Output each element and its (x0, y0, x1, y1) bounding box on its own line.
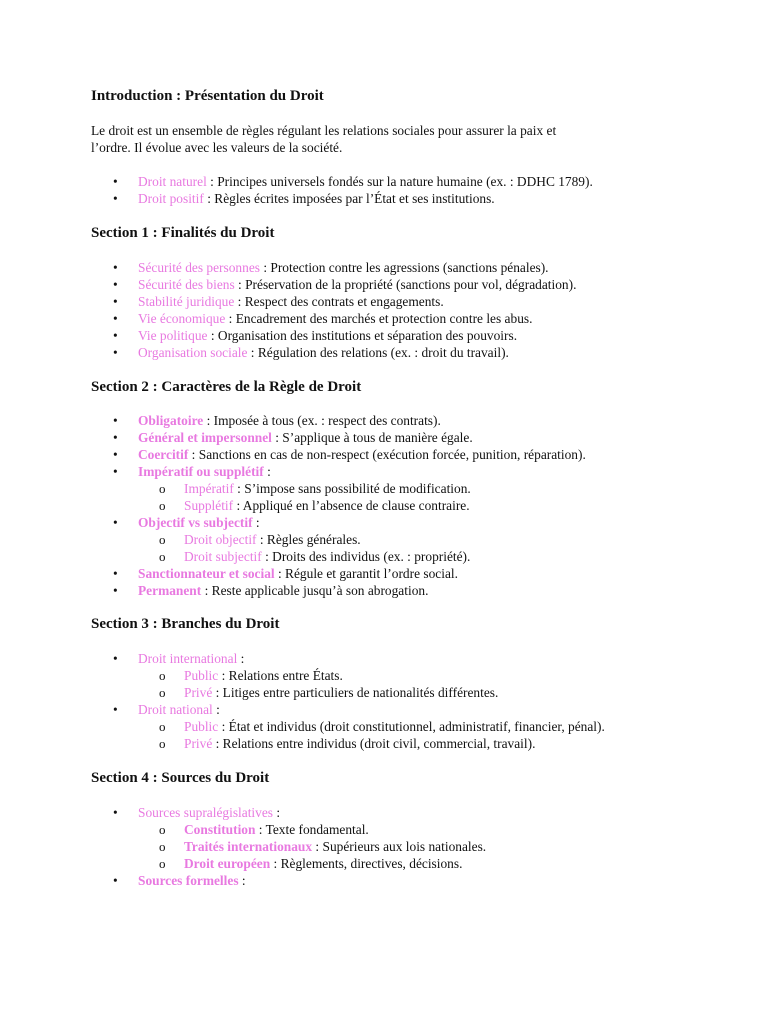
sub-list-item (91, 531, 691, 548)
term-label: Général et impersonnel (138, 430, 272, 445)
term-label: Droit international (138, 651, 238, 666)
bullet-icon: • (113, 311, 118, 326)
intro-heading: Introduction : Présentation du Droit (91, 88, 324, 104)
term-description: : Organisation des institutions et séparation des pouvoirs. (207, 328, 518, 343)
term-description: : Relations entre États. (218, 668, 343, 683)
term-description: : (238, 873, 246, 888)
list-item (91, 344, 691, 361)
bullet-icon: • (113, 651, 118, 666)
term-label: Coercitif (138, 447, 189, 462)
term-label: Privé (184, 685, 213, 700)
term-description: : Supérieurs aux lois nationales. (312, 839, 487, 854)
list-item (91, 412, 691, 429)
term-description: : S’applique à tous de manière égale. (271, 430, 473, 445)
bullet-icon: • (113, 515, 118, 530)
term-label: Droit objectif (184, 532, 257, 547)
bullet-icon: • (113, 805, 118, 820)
bullet-icon: • (113, 345, 118, 360)
circle-bullet-icon: o (159, 856, 166, 871)
term-description: : (252, 515, 260, 530)
term-description: : (263, 464, 271, 479)
list-item (91, 804, 691, 821)
term-label: Organisation sociale (138, 345, 248, 360)
term-description: : Préservation de la propriété (sanctions pour vol, dégradation). (234, 277, 577, 292)
term-label: Impératif ou supplétif (138, 464, 264, 479)
list-item (91, 276, 691, 293)
intro-list (91, 173, 691, 207)
circle-bullet-icon: o (159, 822, 166, 837)
circle-bullet-icon: o (159, 532, 166, 547)
term-description: : Appliqué en l’absence de clause contraire. (233, 498, 470, 513)
term-description: : (237, 651, 245, 666)
term-description: : Régulation des relations (ex. : droit du travail). (247, 345, 509, 360)
term-description: : Encadrement des marchés et protection contre les abus. (225, 311, 533, 326)
bullet-icon: • (113, 260, 118, 275)
bullet-icon: • (113, 430, 118, 445)
bullet-icon: • (113, 413, 118, 428)
intro-paragraph (91, 122, 651, 156)
term-description: : Principes universels fondés sur la nature humaine (ex. : DDHC 1789). (206, 174, 593, 189)
term-label: Constitution (184, 822, 256, 837)
sub-list-item (91, 548, 691, 565)
sub-list-item (91, 821, 691, 838)
list-item (91, 173, 691, 190)
section-2-heading: Section 2 : Caractères de la Règle de Droit (91, 379, 362, 395)
circle-bullet-icon: o (159, 736, 166, 751)
section-4-list (91, 804, 691, 889)
list-item (91, 429, 691, 446)
term-description: : Régule et garantit l’ordre social. (274, 566, 458, 581)
bullet-icon: • (113, 191, 118, 206)
term-description: : S’impose sans possibilité de modification. (233, 481, 471, 496)
circle-bullet-icon: o (159, 481, 166, 496)
term-label: Stabilité juridique (138, 294, 235, 309)
list-item (91, 582, 691, 599)
term-label: Traités internationaux (184, 839, 313, 854)
sub-list-item (91, 667, 691, 684)
term-label: Sources formelles (138, 873, 239, 888)
bullet-icon: • (113, 583, 118, 598)
term-description: : (273, 805, 281, 820)
term-description: : Respect des contrats et engagements. (234, 294, 444, 309)
term-label: Objectif vs subjectif (138, 515, 253, 530)
term-label: Supplétif (184, 498, 234, 513)
term-description: : Imposée à tous (ex. : respect des contrats). (203, 413, 441, 428)
term-description: : (212, 702, 220, 717)
circle-bullet-icon: o (159, 549, 166, 564)
term-description: : Protection contre les agressions (sanctions pénales). (259, 260, 549, 275)
section-4-heading: Section 4 : Sources du Droit (91, 770, 270, 786)
bullet-icon: • (113, 277, 118, 292)
section-3-list (91, 650, 691, 752)
sub-list-item (91, 684, 691, 701)
term-label: Privé (184, 736, 213, 751)
term-label: Impératif (184, 481, 234, 496)
list-item (91, 701, 691, 718)
circle-bullet-icon: o (159, 498, 166, 513)
list-item (91, 650, 691, 667)
list-item (91, 565, 691, 582)
term-label: Droit européen (184, 856, 271, 871)
term-label: Droit positif (138, 191, 204, 206)
term-label: Vie économique (138, 311, 226, 326)
term-label: Sources supralégislatives (138, 805, 273, 820)
term-label: Public (184, 668, 219, 683)
sub-list-item (91, 838, 691, 855)
list-item (91, 293, 691, 310)
term-label: Public (184, 719, 219, 734)
sub-list-item (91, 497, 691, 514)
section-1-list (91, 259, 691, 361)
list-item (91, 446, 691, 463)
term-description: : Règles écrites imposées par l’État et ses institutions. (203, 191, 495, 206)
sub-list-item (91, 735, 691, 752)
list-item (91, 463, 691, 480)
section-1-heading: Section 1 : Finalités du Droit (91, 225, 275, 241)
list-item (91, 259, 691, 276)
bullet-icon: • (113, 447, 118, 462)
term-description: : Relations entre individus (droit civil, commercial, travail). (212, 736, 536, 751)
term-label: Permanent (138, 583, 202, 598)
circle-bullet-icon: o (159, 668, 166, 683)
sub-list-item (91, 718, 691, 735)
term-label: Sanctionnateur et social (138, 566, 275, 581)
section-3-heading: Section 3 : Branches du Droit (91, 616, 280, 632)
sub-list-item (91, 480, 691, 497)
term-description: : Texte fondamental. (255, 822, 369, 837)
bullet-icon: • (113, 328, 118, 343)
list-item (91, 190, 691, 207)
circle-bullet-icon: o (159, 839, 166, 854)
bullet-icon: • (113, 873, 118, 888)
circle-bullet-icon: o (159, 685, 166, 700)
list-item (91, 310, 691, 327)
term-description: : Litiges entre particuliers de nationalités différentes. (212, 685, 499, 700)
bullet-icon: • (113, 464, 118, 479)
section-2-list (91, 412, 691, 599)
term-description: : Sanctions en cas de non-respect (exécution forcée, punition, réparation). (188, 447, 586, 462)
term-label: Sécurité des personnes (138, 260, 260, 275)
circle-bullet-icon: o (159, 719, 166, 734)
term-label: Droit naturel (138, 174, 207, 189)
term-description: : Règlements, directives, décisions. (270, 856, 463, 871)
intro-paragraph-line: Le droit est un ensemble de règles régulant les relations sociales pour assurer la paix et (91, 123, 557, 138)
term-description: : Règles générales. (256, 532, 361, 547)
list-item (91, 514, 691, 531)
intro-paragraph-line: l’ordre. Il évolue avec les valeurs de la société. (91, 140, 343, 155)
term-description: : Droits des individus (ex. : propriété). (261, 549, 471, 564)
term-description: : Reste applicable jusqu’à son abrogation. (201, 583, 429, 598)
term-description: : État et individus (droit constitutionnel, administratif, financier, pénal). (218, 719, 605, 734)
term-label: Vie politique (138, 328, 208, 343)
bullet-icon: • (113, 566, 118, 581)
list-item (91, 872, 691, 889)
term-label: Droit national (138, 702, 213, 717)
bullet-icon: • (113, 294, 118, 309)
bullet-icon: • (113, 702, 118, 717)
term-label: Sécurité des biens (138, 277, 235, 292)
term-label: Droit subjectif (184, 549, 262, 564)
bullet-icon: • (113, 174, 118, 189)
term-label: Obligatoire (138, 413, 204, 428)
list-item (91, 327, 691, 344)
sub-list-item (91, 855, 691, 872)
